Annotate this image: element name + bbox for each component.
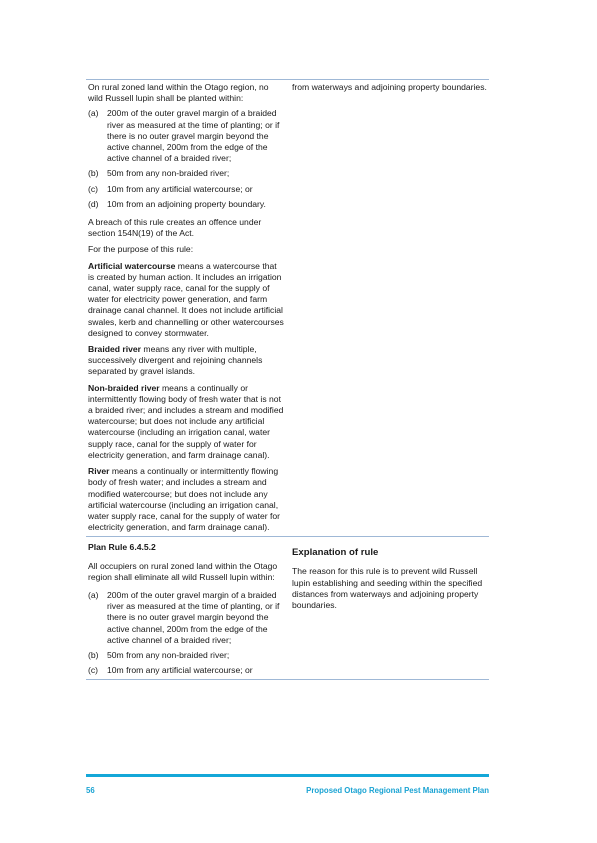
page-number: 56 [86, 786, 95, 795]
rule-1-intro: On rural zoned land within the Otago region, no wild Russell lupin shall be planted within: [88, 82, 269, 104]
document-body [86, 79, 489, 680]
explanation-paragraph: The reason for this rule is to prevent wild Russell lupin establishing and seeding within the specified distances from waterways and adjoining property boundaries. [292, 566, 483, 610]
list-item: (a) 200m of the outer gravel margin of a braided river as measured at the time of planting; or if there is no outer gravel margin beyond the active channel, 200m from the edge of the active channel of a braided river; [88, 108, 280, 164]
rule-1-right-text: from waterways and adjoining property boundaries. [292, 82, 487, 92]
list-item: (a) 200m of the outer gravel margin of a braided river as measured at the time of planting, or if there is no outer gravel margin beyond the active channel, 200m from the edge of the active channel of a braided river; [88, 589, 280, 645]
rule-section-2 [86, 536, 489, 680]
explanation-heading: Explanation of rule [292, 547, 379, 559]
rule-1-left-column [86, 80, 287, 533]
list-item: (c) 10m from any artificial watercourse; or [88, 665, 253, 676]
purpose-paragraph: For the purpose of this rule: [88, 244, 194, 255]
rule-2-right-column [287, 537, 489, 679]
rule-2-heading: Plan Rule 6.4.5.2 [88, 542, 156, 553]
list-item: (b) 50m from any non-braided river; [88, 168, 230, 179]
breach-paragraph: A breach of this rule creates an offence under section 154N(19) of the Act. [88, 217, 262, 239]
list-item: (c) 10m from any artificial watercourse; or [88, 183, 253, 194]
list-item: (d) 10m from an adjoining property boundary. [88, 198, 266, 209]
definition-artificial-watercourse: Artificial watercourse means a watercourse that is created by human action. It includes an irrigation canal, water supply race, canal for the supply of water for electricity power generation, and farm drainage canal channel. It does not include artificial swales, kerb and channelling or other watercourses designed to convey stormwater. [88, 260, 284, 338]
definition-river: River means a continually or intermittently flowing body of fresh water; and includes a stream and modified watercourse; but does not include any artificial watercourse (including an irrigation canal, water supply race, canal for the supply of water for electricity generation, and farm drainage canal). [88, 466, 281, 533]
footer-title: Proposed Otago Regional Pest Management Plan [306, 786, 489, 795]
definition-braided-river: Braided river means any river with multiple, successively divergent and rejoining channels separated by gravel islands. [88, 344, 263, 377]
rule-2-left-column [86, 537, 287, 679]
page-footer [86, 774, 489, 795]
rule-1-right-column [287, 80, 489, 533]
definition-non-braided-river: Non-braided river means a continually or intermittently flowing body of fresh water that is not a braided river; and includes a stream and modified watercourse; but does not include any artificial watercourse (including an irrigation canal, water supply race, canal for the supply of water for electricity generation, and farm drainage canal). [88, 382, 284, 460]
rule-2-intro: All occupiers on rural zoned land within the Otago region shall eliminate all wild Russell lupin within: [88, 560, 278, 582]
list-item: (b) 50m from any non-braided river; [88, 649, 230, 660]
rule-section-1 [86, 79, 489, 533]
